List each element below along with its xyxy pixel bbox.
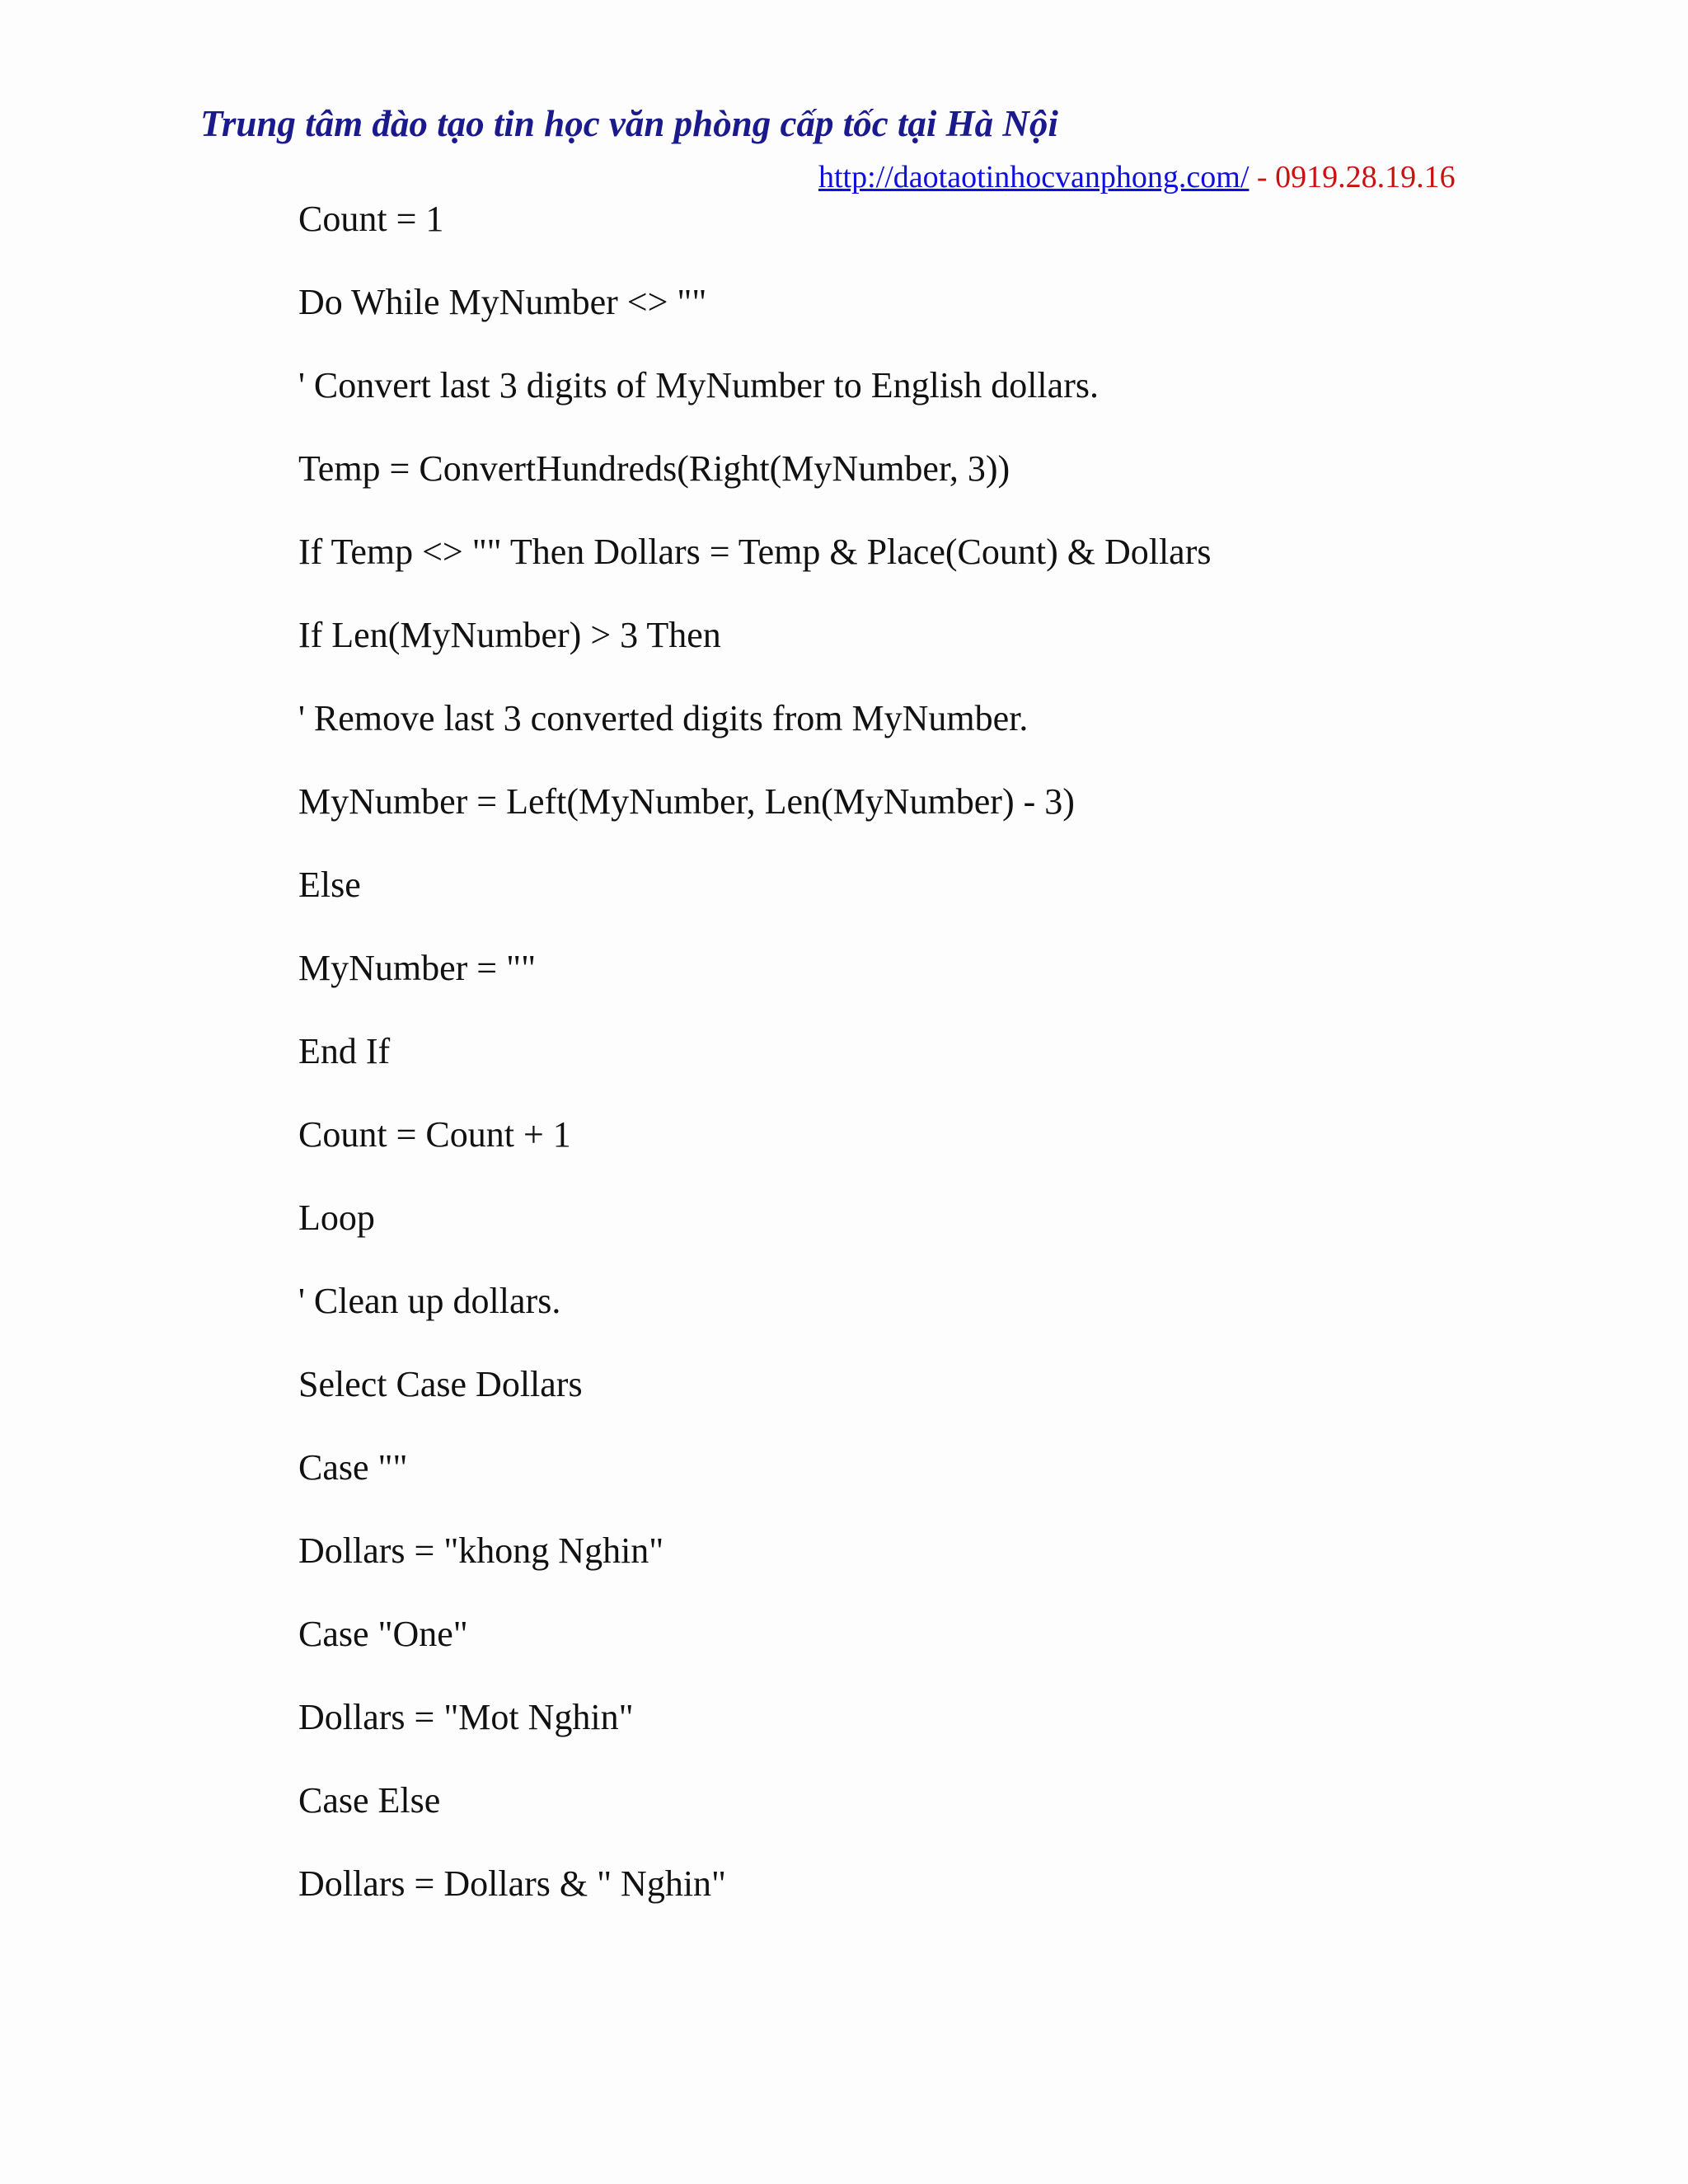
code-line: MyNumber = Left(MyNumber, Len(MyNumber) - 3) [298,781,1075,822]
code-line: MyNumber = "" [298,948,537,988]
page-header [200,97,1519,194]
code-line: Do While MyNumber <> "" [298,282,707,322]
code-line: If Len(MyNumber) > 3 Then [298,615,721,655]
code-line: Select Case Dollars [298,1364,583,1404]
header-title: Trung tâm đào tạo tin học văn phòng cấp tốc tại Hà Nội [200,103,1058,144]
header-separator: - [1249,160,1276,194]
code-line: Dollars = Dollars & " Nghin" [298,1863,727,1904]
website-link[interactable]: http://daotaotinhocvanphong.com/ [818,160,1250,194]
code-line: End If [298,1031,391,1071]
code-line: ' Convert last 3 digits of MyNumber to English dollars. [298,365,1099,405]
code-line: If Temp <> "" Then Dollars = Temp & Place(Count) & Dollars [298,532,1212,572]
code-line: Count = 1 [298,199,444,239]
code-line: ' Remove last 3 converted digits from MyNumber. [298,698,1029,738]
header-contact [818,155,1456,199]
code-line: Loop [298,1197,375,1238]
code-line: Case "One" [298,1614,468,1654]
code-line: ' Clean up dollars. [298,1281,561,1321]
code-listing [298,198,1617,1946]
code-line: Case "" [298,1447,408,1488]
phone-number: 0919.28.19.16 [1275,160,1456,194]
code-line: Else [298,865,361,905]
code-line: Dollars = "Mot Nghin" [298,1697,634,1737]
code-line: Count = Count + 1 [298,1114,571,1155]
code-line: Dollars = "khong Nghin" [298,1530,664,1571]
code-line: Temp = ConvertHundreds(Right(MyNumber, 3)) [298,448,1010,489]
code-line: Case Else [298,1780,441,1821]
